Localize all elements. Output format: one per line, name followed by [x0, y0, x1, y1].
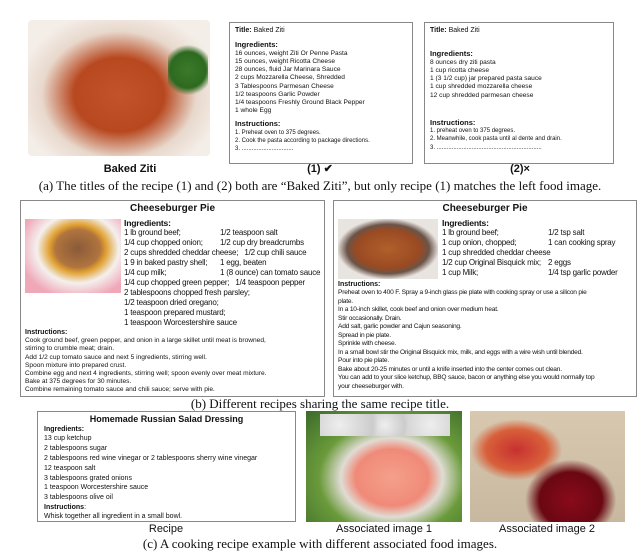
text-line: 3. ............................................................... — [430, 144, 542, 151]
text-line: 1 (3 1/2 cup) jar prepared pasta sauce — [430, 75, 542, 83]
text-line: 3. ............................... — [235, 146, 294, 153]
ingredient: 1 teaspoon Worcestershire sauce — [124, 318, 237, 327]
cheeseburger-pie-card-2 — [333, 200, 637, 397]
text-line: 2 tablespoons sugar — [44, 445, 108, 453]
ingredient: 1 lb ground beef; — [124, 228, 181, 237]
text-line: Whisk together all ingredient in a small bowl. — [44, 513, 183, 521]
herb-garnish — [168, 40, 208, 100]
instructions-label: Instructions: — [235, 119, 281, 129]
recipe-title: Baked Ziti — [448, 27, 480, 34]
text-line: 2. Meanwhile, cook pasta until al dente and drain. — [430, 136, 562, 143]
ingredient-row — [124, 298, 320, 308]
ingredients-label: Ingredients: — [44, 426, 85, 433]
recipe-1-card — [229, 22, 413, 164]
ingredient: 1 lb ground beef; — [442, 228, 499, 237]
caption-b: (b) Different recipes sharing the same recipe title. — [190, 396, 450, 411]
ingredient: 2 tablespoons chopped fresh parsley; — [124, 288, 250, 297]
text-line: 1 teaspoon Worcestershire sauce — [44, 484, 149, 492]
ingredient-row — [442, 228, 618, 238]
text-line: Combine egg and next 4 ingredients, stirring well; spoon evenly over meat mixture. — [25, 370, 267, 378]
cheeseburger-pie-card-1 — [20, 200, 325, 397]
text-line: 1 whole Egg — [235, 107, 272, 115]
ingredient: 1/2 cup Original Bisquick mix; — [442, 258, 541, 267]
ingredient: 1 cup Milk; — [442, 268, 479, 277]
text-line: Bake about 20-25 minutes or until a knife inserted into the center comes out clean. — [338, 365, 562, 373]
text-line: stirring to crumble meat; drain. — [25, 345, 115, 353]
cheeseburger-pie-photo-1 — [25, 219, 121, 293]
ingredient-row — [124, 248, 320, 258]
ingredient: 1/4 cup chopped green pepper; — [124, 278, 230, 287]
image-label: Baked Ziti — [103, 163, 157, 175]
recipe-title: Cheeseburger Pie — [442, 203, 528, 214]
ingredient: 2 eggs — [548, 258, 571, 267]
ingredient-row — [124, 238, 320, 248]
ingredient-row — [124, 278, 320, 288]
ingredient-row — [124, 268, 320, 278]
ingredients-label: Ingredients: — [442, 218, 489, 228]
ingredient: 2 cups shredded cheddar cheese; — [124, 248, 239, 257]
instructions-label: Instructions: — [25, 329, 68, 336]
text-line: 3 tablespoons olive oil — [44, 494, 113, 502]
recipe-title: Baked Ziti — [253, 27, 285, 34]
caption-a: (a) The titles of the recipe (1) and (2) both are “Baked Ziti”, but only recipe (1) matches the left food image. — [38, 178, 602, 193]
text-line: Preheat oven to 400 F. Spray a 9-inch glass pie plate with cooking spray or use a silicon pie — [338, 289, 587, 297]
recipe-1-label: (1) ✔ — [307, 163, 333, 175]
text-line: plate. — [338, 297, 353, 305]
ingredient: 1 cup onion, chopped; — [442, 238, 517, 247]
ingredient-row — [124, 258, 320, 268]
ingredient-row — [442, 238, 618, 248]
text-line: 3 tablespoons grated onions — [44, 474, 132, 482]
recipe-2-card — [424, 22, 614, 164]
text-line: 28 ounces, fluid Jar Marinara Sauce — [235, 66, 341, 74]
text-line: 2 cups Mozzarella Cheese, Shredded — [235, 74, 345, 82]
ingredient: 1/2 cup chili sauce — [244, 248, 307, 257]
ingredient: 1/2 cup dry breadcrumbs — [220, 238, 304, 247]
title-label: Title: — [430, 27, 447, 34]
text-line: 1/2 teaspoons Garlic Powder — [235, 90, 320, 98]
text-line: 3 Tablespoons Parmesan Cheese — [235, 82, 334, 90]
text-line: 12 teaspoon salt — [44, 464, 96, 472]
label-recipe: Recipe — [148, 523, 184, 535]
text-line: Cook ground beef, green pepper, and onion in a large skillet until meat is browned, — [25, 337, 266, 345]
recipe-title: Cheeseburger Pie — [129, 203, 216, 214]
text-line: You can add to your slice ketchup, BBQ sauce, bacon or anything else you would normally top — [338, 374, 595, 382]
text-line: Pour into pie plate. — [338, 357, 389, 365]
text-line: 13 cup ketchup — [44, 435, 92, 443]
text-line: 15 ounces, weight Ricotta Cheese — [235, 58, 336, 66]
ingredient-row — [442, 258, 618, 268]
text-line: 1/4 teaspoons Freshly Ground Black Pepper — [235, 99, 365, 107]
text-line: 12 cup shredded parmesan cheese — [430, 91, 534, 99]
ingredient: 1 (8 ounce) can tomato sauce — [220, 268, 321, 277]
ingredient-row — [124, 308, 320, 318]
ingredient: 1 9 in baked pastry shell; — [124, 258, 208, 267]
recipe-2-label: (2)× — [510, 163, 530, 175]
text-line: Combine remaining tomato sauce and chili sauce; serve with pie. — [25, 386, 215, 394]
ingredient: 1 egg, beaten — [220, 258, 267, 267]
text-line: 1. preheat oven to 375 degrees. — [430, 128, 516, 135]
instructions-label: Instructions: — [430, 117, 476, 127]
ingredients-label: Ingredients: — [124, 218, 171, 228]
text-line: In a small bowl stir the Original Bisquick mix, milk, and eggs with a wire wish until blended. — [338, 348, 583, 356]
ingredient: 1/4 cup milk; — [124, 268, 167, 277]
instructions-label: Instructions — [44, 503, 85, 511]
text-line: your cheeseburger with. — [338, 382, 404, 390]
title-label: Title: — [235, 27, 252, 34]
ingredients-label: Ingredients: — [235, 40, 278, 50]
text-line: 1 cup ricotta cheese — [430, 67, 490, 75]
text-line: Spread in pie plate. — [338, 331, 391, 339]
ingredient: 1/4 teaspoon pepper — [235, 278, 306, 287]
text-line: 8 ounces dry ziti pasta — [430, 58, 496, 66]
label-associated-image-2: Associated image 2 — [499, 523, 595, 535]
olive-garnish — [320, 414, 450, 436]
ingredient: 1/2 teaspoon dried oregano; — [124, 298, 219, 307]
text-line: Spoon mixture into prepared crust. — [25, 361, 127, 369]
text-line: Bake at 375 degrees for 30 minutes. — [25, 378, 132, 386]
ingredient: 1 cup shredded cheddar cheese — [442, 248, 551, 257]
recipe-title: Homemade Russian Salad Dressing — [89, 414, 244, 424]
text-line: 2 tablespoons red wine vinegar or 2 tablespoons sherry wine vinegar — [44, 455, 258, 462]
ingredient: 1/2 tsp salt — [548, 228, 585, 237]
ingredient: 1/2 teaspoon salt — [220, 228, 278, 237]
text-line: Sprinkle with cheese. — [338, 340, 397, 348]
ingredient-row — [442, 268, 618, 278]
text-line: In a 10-inch skillet, cook beef and onion over medium heat. — [338, 306, 499, 314]
cheeseburger-pie-photo-2 — [338, 219, 438, 279]
ingredient-row — [124, 318, 320, 328]
text-line: 2. Cook the pasta according to package directions. — [235, 138, 370, 145]
caption-c: (c) A cooking recipe example with different associated food images. — [142, 536, 498, 551]
ingredient-row — [124, 228, 320, 238]
text-line: 1. Preheat oven to 375 degrees. — [235, 129, 321, 136]
text-line: Add salt, garlic powder and Cajun seasoning. — [338, 323, 462, 331]
russian-dressing-card: Homemade Russian Salad Dressing Ingredients: 13 cup ketchup 2 tablespoons sugar 2 tablespoons red wine vinegar or 2 tablespoons sherry wine vinegar 12 teaspoon salt 3 tablespoons grated onions 1 teaspoon Worcestershire sauce 3 tablespoons olive oil Instructions: Whisk together all ingredient in a small bowl. — [37, 411, 296, 522]
instructions-label: Instructions: — [338, 281, 381, 288]
associated-image-2 — [470, 411, 625, 522]
text-line: Add 1/2 cup tomato sauce and next 5 ingredients, stirring well. — [25, 353, 207, 361]
ingredient: 1/4 tsp garlic powder — [548, 268, 618, 277]
label-associated-image-1: Associated image 1 — [336, 523, 432, 535]
ingredient-row — [124, 288, 320, 298]
ingredient: 1 can cooking spray — [548, 238, 616, 247]
ingredient-row — [442, 248, 618, 258]
text-line: 1 cup shredded mozzarella cheese — [430, 83, 533, 91]
text-line: 16 ounces, weight Ziti Or Penne Pasta — [235, 49, 348, 57]
ingredients-label: Ingredients: — [430, 49, 473, 59]
ingredient: 1 teaspoon prepared mustard; — [124, 308, 226, 317]
text-line: Stir occasionally. Drain. — [338, 314, 402, 322]
ingredient: 1/4 cup chopped onion; — [124, 238, 203, 247]
